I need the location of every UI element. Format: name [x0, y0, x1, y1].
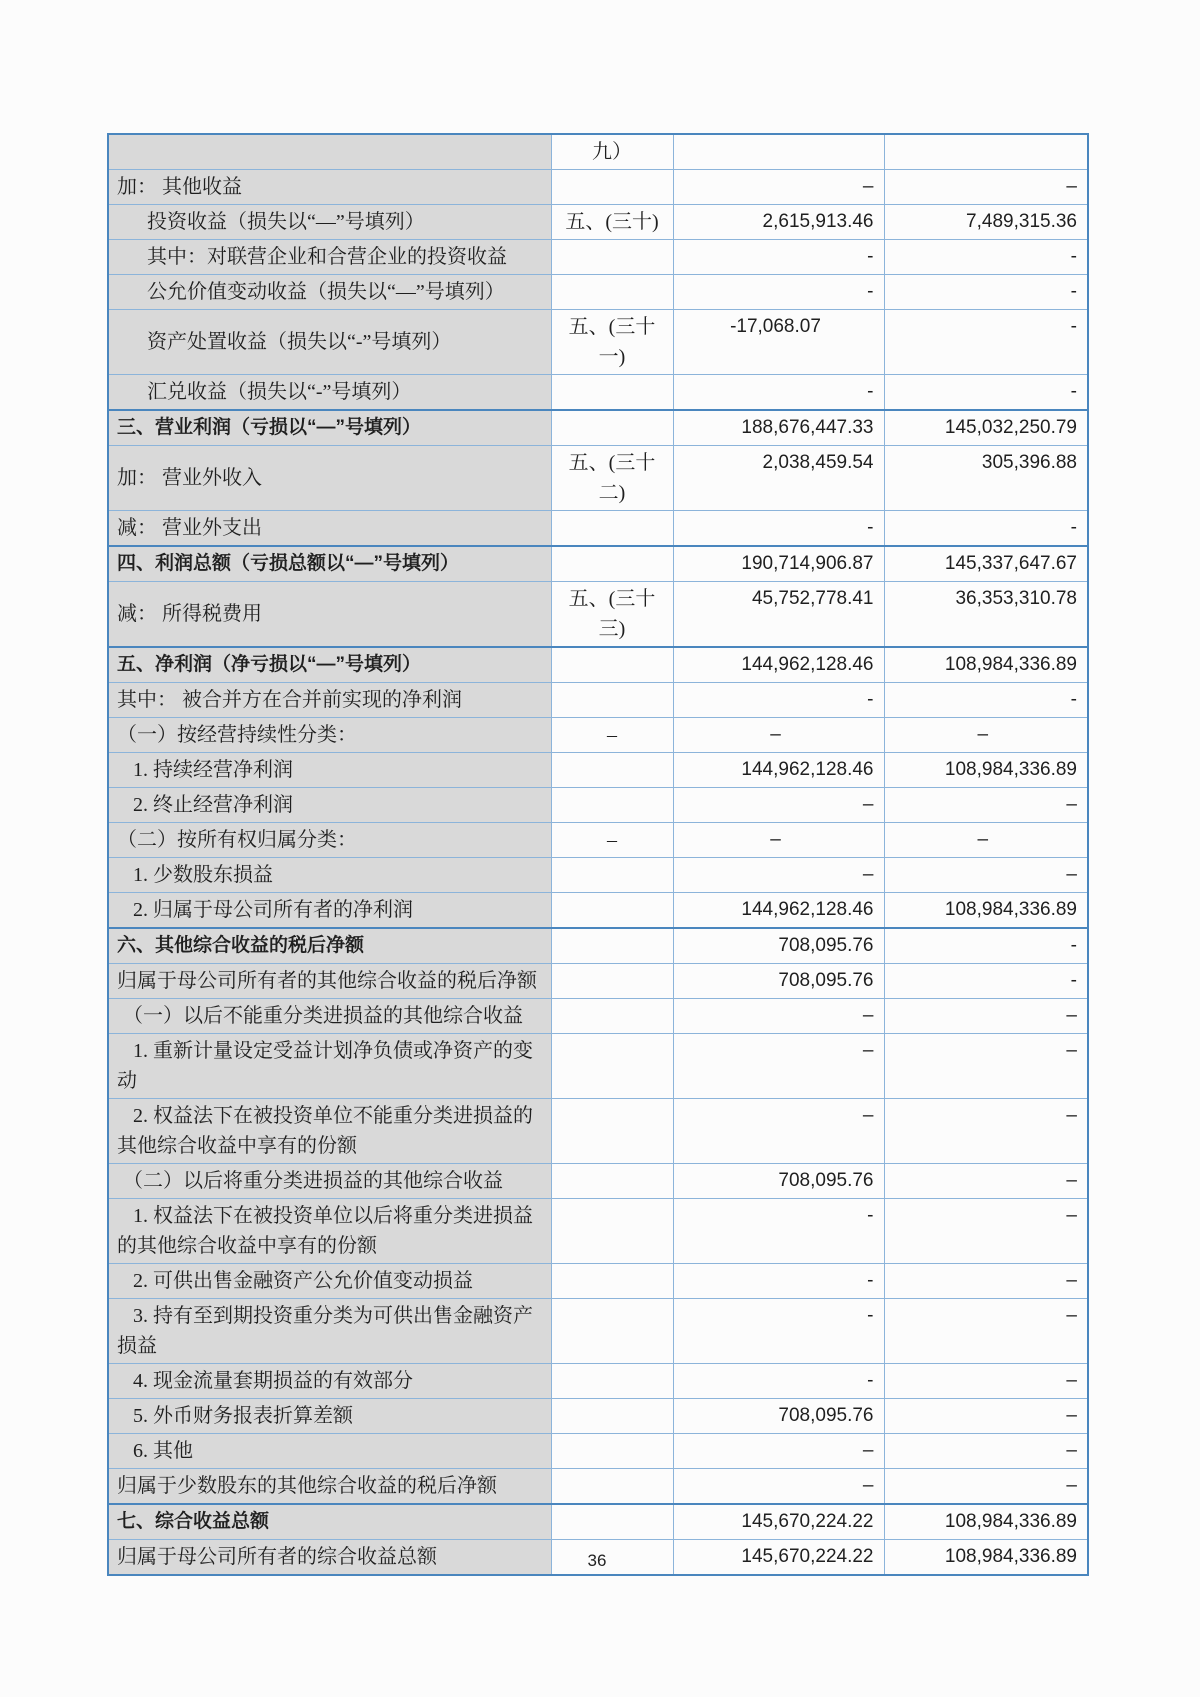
table-row	[108, 999, 1088, 1034]
cell-prior-amount: 145,032,250.79	[884, 410, 1088, 446]
cell-prior-amount: –	[884, 1199, 1088, 1264]
cell-item-label: 2. 可供出售金融资产公允价值变动损益	[108, 1264, 551, 1299]
document-page	[107, 133, 1087, 1576]
cell-note-ref: 五、(三十一)	[551, 310, 673, 375]
cell-prior-amount: -	[884, 375, 1088, 411]
cell-item-label: 其中： 被合并方在合并前实现的净利润	[108, 683, 551, 718]
cell-prior-amount: -	[884, 240, 1088, 275]
cell-note-ref	[551, 1199, 673, 1264]
cell-item-label: 四、利润总额（亏损总额以“—”号填列）	[108, 546, 551, 582]
cell-current-amount: –	[673, 1469, 884, 1505]
cell-current-amount: -	[673, 240, 884, 275]
cell-item-label: （二）按所有权归属分类：	[108, 823, 551, 858]
cell-note-ref	[551, 410, 673, 446]
cell-prior-amount: –	[884, 1264, 1088, 1299]
cell-current-amount: 2,038,459.54	[673, 446, 884, 511]
cell-current-amount: –	[673, 718, 884, 753]
cell-current-amount: –	[673, 1099, 884, 1164]
cell-prior-amount: –	[884, 1034, 1088, 1099]
cell-note-ref	[551, 858, 673, 893]
table-row	[108, 964, 1088, 999]
cell-prior-amount: –	[884, 1364, 1088, 1399]
cell-current-amount: –	[673, 170, 884, 205]
cell-current-amount: -	[673, 1199, 884, 1264]
cell-note-ref	[551, 1264, 673, 1299]
table-row	[108, 1504, 1088, 1540]
table-row	[108, 1164, 1088, 1199]
cell-current-amount: 190,714,906.87	[673, 546, 884, 582]
cell-item-label: 六、其他综合收益的税后净额	[108, 928, 551, 964]
cell-item-label: 加： 营业外收入	[108, 446, 551, 511]
cell-item-label: （一）按经营持续性分类：	[108, 718, 551, 753]
cell-item-label: 归属于少数股东的其他综合收益的税后净额	[108, 1469, 551, 1505]
table-row	[108, 1469, 1088, 1505]
cell-note-ref: 五、(三十三)	[551, 582, 673, 648]
table-row	[108, 170, 1088, 205]
cell-prior-amount: -	[884, 683, 1088, 718]
cell-prior-amount: –	[884, 718, 1088, 753]
cell-item-label: 1. 权益法下在被投资单位以后将重分类进损益的其他综合收益中享有的份额	[108, 1199, 551, 1264]
cell-item-label: 4. 现金流量套期损益的有效部分	[108, 1364, 551, 1399]
income-statement-body	[108, 134, 1088, 1575]
cell-item-label: 6. 其他	[108, 1434, 551, 1469]
cell-prior-amount: –	[884, 858, 1088, 893]
cell-note-ref: 五、(三十)	[551, 205, 673, 240]
cell-current-amount: -	[673, 275, 884, 310]
cell-item-label: 公允价值变动收益（损失以“—”号填列）	[108, 275, 551, 310]
cell-note-ref	[551, 893, 673, 929]
cell-current-amount: 144,962,128.46	[673, 753, 884, 788]
cell-current-amount: 144,962,128.46	[673, 647, 884, 683]
table-row	[108, 1364, 1088, 1399]
cell-note-ref	[551, 1164, 673, 1199]
cell-note-ref	[551, 546, 673, 582]
cell-current-amount: -	[673, 1299, 884, 1364]
table-row	[108, 134, 1088, 170]
cell-note-ref	[551, 999, 673, 1034]
table-row	[108, 1099, 1088, 1164]
cell-current-amount: 708,095.76	[673, 964, 884, 999]
cell-item-label: 2. 归属于母公司所有者的净利润	[108, 893, 551, 929]
table-row	[108, 718, 1088, 753]
table-row	[108, 788, 1088, 823]
table-row	[108, 410, 1088, 446]
cell-current-amount: -	[673, 375, 884, 411]
cell-current-amount: 145,670,224.22	[673, 1540, 884, 1576]
cell-current-amount: 145,670,224.22	[673, 1504, 884, 1540]
table-row	[108, 1399, 1088, 1434]
cell-prior-amount: –	[884, 1164, 1088, 1199]
cell-current-amount: –	[673, 999, 884, 1034]
cell-prior-amount: –	[884, 999, 1088, 1034]
cell-item-label: 七、综合收益总额	[108, 1504, 551, 1540]
cell-prior-amount: –	[884, 788, 1088, 823]
cell-note-ref	[551, 240, 673, 275]
cell-prior-amount: –	[884, 170, 1088, 205]
table-row	[108, 928, 1088, 964]
cell-current-amount: –	[673, 1434, 884, 1469]
table-row	[108, 1299, 1088, 1364]
cell-current-amount	[673, 134, 884, 170]
table-row	[108, 375, 1088, 411]
cell-item-label: 1. 重新计量设定受益计划净负债或净资产的变动	[108, 1034, 551, 1099]
cell-note-ref	[551, 1399, 673, 1434]
cell-prior-amount: -	[884, 928, 1088, 964]
page-number: 36	[587, 1551, 607, 1570]
table-row	[108, 753, 1088, 788]
cell-note-ref	[551, 753, 673, 788]
cell-current-amount: 708,095.76	[673, 1164, 884, 1199]
cell-item-label: 汇兑收益（损失以“-”号填列）	[108, 375, 551, 411]
cell-prior-amount: –	[884, 1434, 1088, 1469]
cell-item-label: 5. 外币财务报表折算差额	[108, 1399, 551, 1434]
cell-current-amount: –	[673, 788, 884, 823]
cell-item-label: 资产处置收益（损失以“-”号填列）	[108, 310, 551, 375]
cell-current-amount: 2,615,913.46	[673, 205, 884, 240]
cell-prior-amount: 305,396.88	[884, 446, 1088, 511]
cell-prior-amount: -	[884, 310, 1088, 375]
table-row	[108, 205, 1088, 240]
table-row	[108, 1434, 1088, 1469]
cell-prior-amount: 108,984,336.89	[884, 647, 1088, 683]
cell-item-label: 3. 持有至到期投资重分类为可供出售金融资产损益	[108, 1299, 551, 1364]
cell-item-label: 减： 所得税费用	[108, 582, 551, 648]
cell-prior-amount: 108,984,336.89	[884, 893, 1088, 929]
cell-prior-amount: –	[884, 1099, 1088, 1164]
cell-prior-amount: –	[884, 1399, 1088, 1434]
cell-prior-amount	[884, 134, 1088, 170]
cell-item-label: 五、净利润（净亏损以“—”号填列）	[108, 647, 551, 683]
table-row	[108, 240, 1088, 275]
cell-prior-amount: –	[884, 1299, 1088, 1364]
cell-current-amount: –	[673, 1034, 884, 1099]
cell-item-label: （一）以后不能重分类进损益的其他综合收益	[108, 999, 551, 1034]
cell-item-label: 三、营业利润（亏损以“—”号填列）	[108, 410, 551, 446]
cell-note-ref	[551, 928, 673, 964]
cell-prior-amount: -	[884, 511, 1088, 547]
cell-item-label: 1. 持续经营净利润	[108, 753, 551, 788]
cell-note-ref: –	[551, 718, 673, 753]
table-row	[108, 1034, 1088, 1099]
cell-note-ref	[551, 1299, 673, 1364]
cell-prior-amount: –	[884, 823, 1088, 858]
cell-current-amount: –	[673, 823, 884, 858]
cell-prior-amount: 108,984,336.89	[884, 1540, 1088, 1576]
cell-prior-amount: 108,984,336.89	[884, 1504, 1088, 1540]
cell-note-ref	[551, 375, 673, 411]
table-row	[108, 823, 1088, 858]
table-row	[108, 275, 1088, 310]
cell-item-label: 2. 终止经营净利润	[108, 788, 551, 823]
cell-current-amount: -	[673, 683, 884, 718]
cell-note-ref	[551, 1504, 673, 1540]
cell-current-amount: 708,095.76	[673, 928, 884, 964]
cell-prior-amount: -	[884, 275, 1088, 310]
table-row	[108, 310, 1088, 375]
table-row	[108, 893, 1088, 929]
cell-note-ref: 九）	[551, 134, 673, 170]
cell-item-label: 归属于母公司所有者的综合收益总额	[108, 1540, 551, 1576]
cell-prior-amount: 36,353,310.78	[884, 582, 1088, 648]
cell-item-label: 其中：对联营企业和合营企业的投资收益	[108, 240, 551, 275]
cell-current-amount: -17,068.07	[673, 310, 884, 375]
cell-note-ref	[551, 1469, 673, 1505]
cell-item-label: 1. 少数股东损益	[108, 858, 551, 893]
cell-note-ref	[551, 1099, 673, 1164]
cell-current-amount: -	[673, 511, 884, 547]
table-row	[108, 858, 1088, 893]
cell-current-amount: 45,752,778.41	[673, 582, 884, 648]
cell-note-ref	[551, 647, 673, 683]
cell-note-ref	[551, 683, 673, 718]
cell-prior-amount: 7,489,315.36	[884, 205, 1088, 240]
cell-prior-amount: -	[884, 964, 1088, 999]
table-row	[108, 1199, 1088, 1264]
cell-item-label: 加： 其他收益	[108, 170, 551, 205]
cell-prior-amount: 108,984,336.89	[884, 753, 1088, 788]
cell-current-amount: 144,962,128.46	[673, 893, 884, 929]
table-row	[108, 683, 1088, 718]
cell-item-label: 归属于母公司所有者的其他综合收益的税后净额	[108, 964, 551, 999]
cell-note-ref	[551, 170, 673, 205]
table-row	[108, 582, 1088, 648]
cell-item-label: （二）以后将重分类进损益的其他综合收益	[108, 1164, 551, 1199]
cell-note-ref: 五、(三十二)	[551, 446, 673, 511]
cell-note-ref	[551, 1364, 673, 1399]
cell-current-amount: 188,676,447.33	[673, 410, 884, 446]
table-row	[108, 647, 1088, 683]
table-row	[108, 446, 1088, 511]
cell-current-amount: –	[673, 858, 884, 893]
cell-current-amount: -	[673, 1364, 884, 1399]
table-row	[108, 546, 1088, 582]
table-row	[108, 511, 1088, 547]
cell-item-label: 减： 营业外支出	[108, 511, 551, 547]
cell-note-ref	[551, 788, 673, 823]
cell-item-label	[108, 134, 551, 170]
cell-note-ref	[551, 964, 673, 999]
cell-current-amount: -	[673, 1264, 884, 1299]
cell-note-ref: –	[551, 823, 673, 858]
cell-note-ref	[551, 275, 673, 310]
cell-prior-amount: 145,337,647.67	[884, 546, 1088, 582]
cell-item-label: 投资收益（损失以“—”号填列）	[108, 205, 551, 240]
table-row	[108, 1264, 1088, 1299]
cell-note-ref	[551, 1434, 673, 1469]
income-statement-table	[107, 133, 1089, 1576]
cell-current-amount: 708,095.76	[673, 1399, 884, 1434]
cell-note-ref	[551, 511, 673, 547]
cell-item-label: 2. 权益法下在被投资单位不能重分类进损益的其他综合收益中享有的份额	[108, 1099, 551, 1164]
cell-prior-amount: –	[884, 1469, 1088, 1505]
cell-note-ref	[551, 1034, 673, 1099]
